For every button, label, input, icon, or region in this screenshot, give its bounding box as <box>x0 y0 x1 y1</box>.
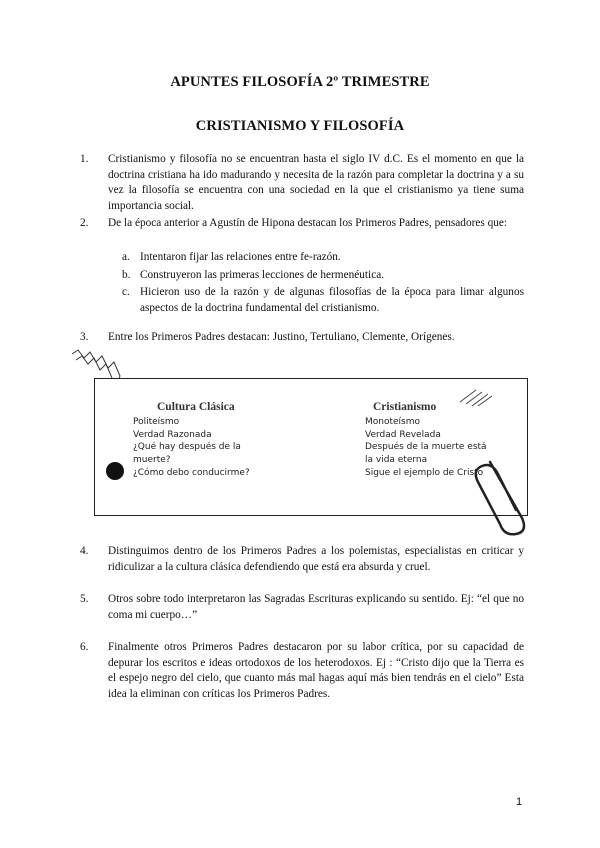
column-line: ¿Qué hay después de la muerte? <box>133 442 241 466</box>
sublist <box>84 248 524 316</box>
sublist-item <box>122 250 524 266</box>
list-item <box>80 216 524 232</box>
paperclip-icon <box>470 452 540 538</box>
column-heading: Cristianismo <box>373 401 437 413</box>
list-item-number: 4. <box>80 545 89 557</box>
list-item-text: Cristianismo y filosofía no se encuentran hasta el siglo IV d.C. Es el momento en que la doctrina cristiana ha ido madurando y necesita de la razón para completar la doctrina y a su vez la filosofía se encuentra con una sociedad en la que el cristianismo ya tiene suma importancia social. <box>108 153 524 212</box>
sublist-text: Intentaron fijar las relaciones entre fe-razón. <box>140 251 341 263</box>
black-dot-icon <box>103 459 127 483</box>
list-item <box>80 544 524 575</box>
list-item <box>80 330 524 346</box>
list-item-number: 5. <box>80 593 89 605</box>
sublist-item <box>122 268 524 284</box>
column-line: Monoteísmo <box>365 416 421 427</box>
page-number: 1 <box>516 796 523 808</box>
list-item <box>80 592 524 623</box>
section-title: CRISTIANISMO Y FILOSOFÍA <box>195 118 405 134</box>
sublist-item <box>122 285 524 316</box>
column-line: Verdad Revelada <box>365 429 441 440</box>
list-item-number: 3. <box>80 331 89 343</box>
list-item-number: 2. <box>80 217 89 229</box>
sublist-text: Construyeron las primeras lecciones de hermenéutica. <box>140 268 385 281</box>
hatch-marks-icon <box>456 384 496 408</box>
column-line: Verdad Razonada <box>133 429 212 440</box>
list-item-text: Entre los Primeros Padres destacan: Justino, Tertuliano, Clemente, Orígenes. <box>108 331 455 343</box>
column-line: Politeísmo <box>133 416 180 427</box>
sublist-letter: c. <box>122 286 130 299</box>
list-item-number: 1. <box>80 153 89 165</box>
sublist-letter: a. <box>122 251 130 263</box>
document-title: APUNTES FILOSOFÍA 2º TRIMESTRE <box>170 74 430 90</box>
list-item-text: Distinguimos dentro de los Primeros Padres a los polemistas, especialistas en criticar y ridiculizar a la cultura clásica defendiendo que está era absurda y cruel. <box>108 545 524 573</box>
list-item-text: De la época anterior a Agustín de Hipona destacan los Primeros Padres, pensadores que: <box>108 217 508 229</box>
list-item <box>80 152 524 214</box>
list-item <box>80 640 524 702</box>
classical-culture-column <box>133 401 263 480</box>
column-line: ¿Cómo debo conducirme? <box>133 467 250 478</box>
column-line: Sigue el ejemplo de Cristo <box>365 467 484 478</box>
list-item-text: Finalmente otros Primeros Padres destacaron por su labor crítica, por su capacidad de depurar los escritos e ideas ortodoxos de los heterodoxos. Ej : “Cristo dijo que la Tierra es el espejo negro del cielo, que cuanto más mal hagas aquí más bien tendrás en el cielo” Esta idea la eliminan con críticas los Primeros Padres. <box>108 641 524 700</box>
column-line: Después de la muerte está la vida eterna <box>365 442 487 466</box>
list-item-text: Otros sobre todo interpretaron las Sagradas Escrituras explicando su sentido. Ej: “el que no coma mi cuerpo…” <box>108 593 524 621</box>
sublist-text: Hicieron uso de la razón y de algunas filosofías de la época para limar algunos aspectos de la doctrina fundamental del cristianismo. <box>140 286 524 314</box>
column-heading: Cultura Clásica <box>157 401 235 413</box>
sublist-letter: b. <box>122 268 131 281</box>
list-item-number: 6. <box>80 641 89 653</box>
